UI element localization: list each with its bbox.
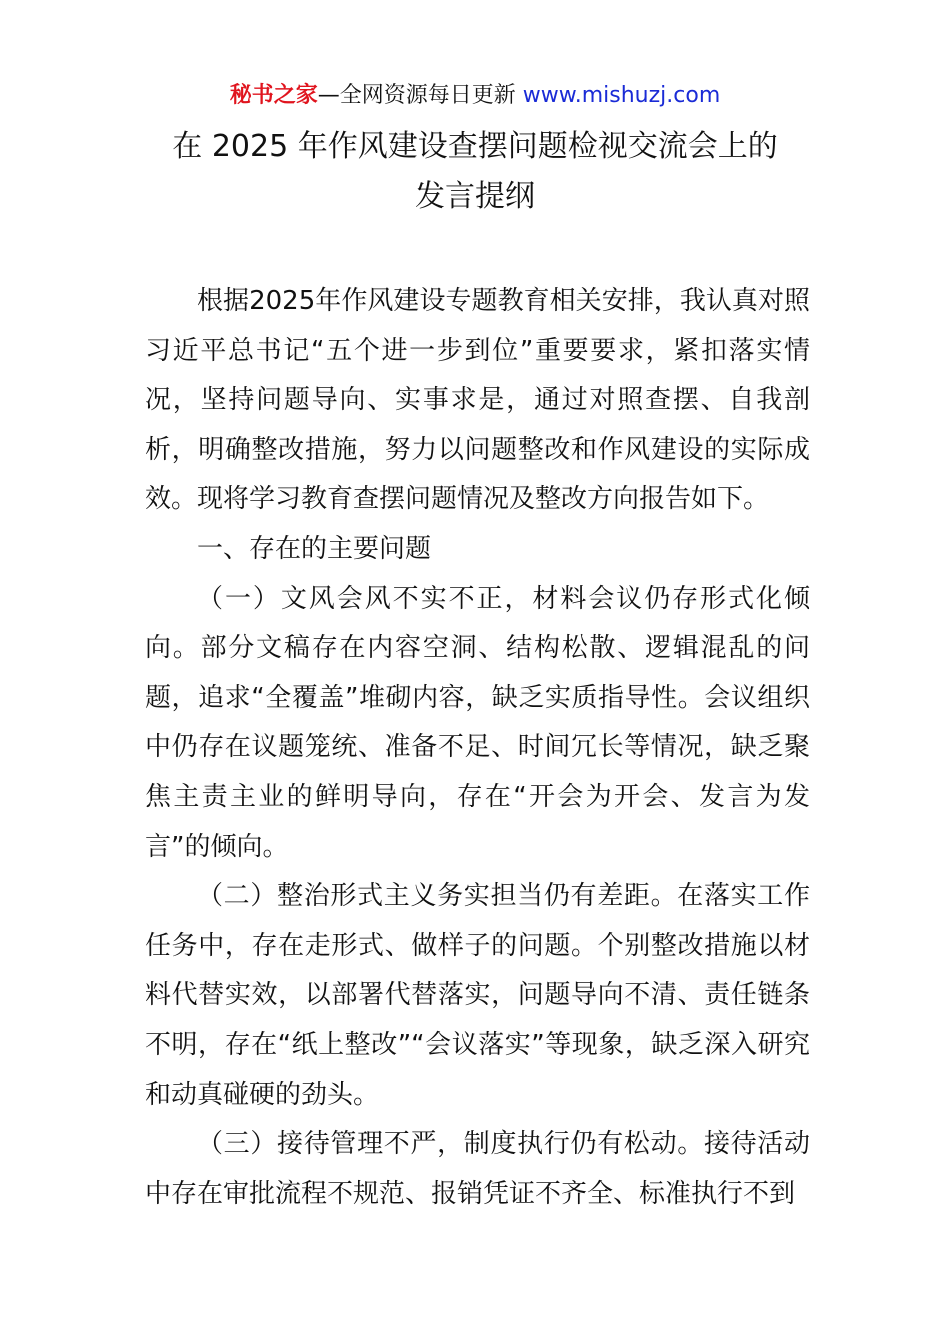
document-title-line-1: 在 2025 年作风建设查摆问题检视交流会上的	[172, 129, 778, 164]
paragraph-intro: 根据2025年作风建设专题教育相关安排，我认真对照习近平总书记“五个进一步到位”重要要求，紧扣落实情况，坚持问题导向、实事求是，通过对照查摆、自我剖析，明确整改措施，努力以问题整改和作风建设的实际成效。现将学习教育查摆问题情况及整改方向报告如下。	[145, 286, 810, 515]
section-heading-problems: 一、存在的主要问题	[197, 533, 432, 564]
paragraph-problem-2: （二）整治形式主义务实担当仍有差距。在落实工作任务中，存在走形式、做样子的问题。个别整改措施以材料代替实效，以部署代替落实，问题导向不清、责任链条不明，存在“纸上整改”“会议落实”等现象，缺乏深入研究和动真碰硬的劲头。	[145, 881, 810, 1110]
site-url-link[interactable]: www.mishuzj.com	[522, 83, 721, 108]
paragraph-problem-1: （一）文风会风不实不正，材料会议仍存形式化倾向。部分文稿存在内容空洞、结构松散、逻辑混乱的问题，追求“全覆盖”堆砌内容，缺乏实质指导性。会议组织中仍存在议题笼统、准备不足、时间冗长等情况，缺乏聚焦主责主业的鲜明导向，存在“开会为开会、发言为发言”的倾向。	[145, 583, 810, 862]
site-name: 秘书之家	[229, 83, 318, 108]
site-tagline: —全网资源每日更新	[317, 83, 523, 108]
site-banner	[0, 80, 950, 112]
paragraph-problem-3: （三）接待管理不严，制度执行仍有松动。接待活动中存在审批流程不规范、报销凭证不齐全、标准执行不到	[145, 1129, 810, 1209]
document-body	[145, 277, 810, 1219]
document-title-line-2: 发言提纲	[415, 179, 535, 214]
